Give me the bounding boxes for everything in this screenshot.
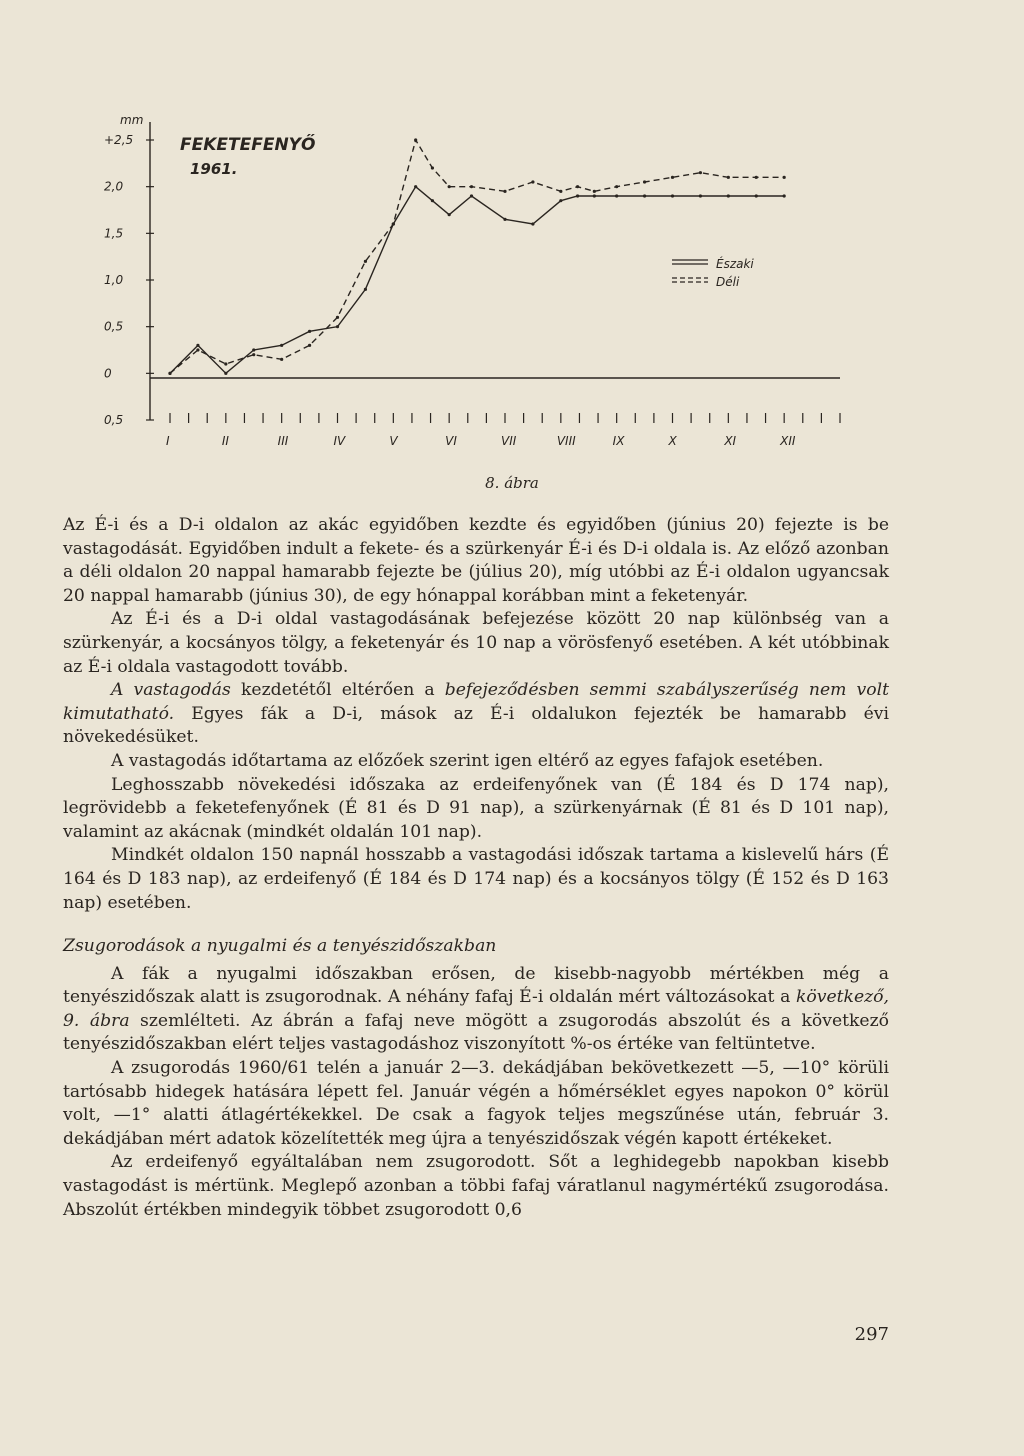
data-point: [531, 180, 534, 183]
data-point: [615, 185, 618, 188]
figure-caption: 8. ábra: [485, 474, 539, 492]
y-tick-label: 0,5: [104, 319, 124, 334]
text-run: A fák a nyugalmi időszakban erősen, de kisebb-nagyobb mértékben még a tenyészidőszak alatt is zsugorodnak. A néhány fafaj É-i oldalán mért változásokat a: [63, 963, 889, 1008]
legend-label-deli: Déli: [716, 275, 740, 289]
data-point: [671, 176, 674, 179]
data-point: [252, 348, 255, 351]
x-tick-label: XI: [724, 434, 737, 448]
data-point: [783, 176, 786, 179]
y-tick-label: 0: [104, 366, 112, 381]
paragraph: A vastagodás időtartama az előzőek szerint igen eltérő az egyes fafajok esetében.: [111, 750, 824, 771]
data-point: [364, 260, 367, 263]
data-point: [308, 344, 311, 347]
paragraph: A zsugorodás 1960/61 telén a január 2—3. dekádjában bekövetkezett —5, —10° körüli tartósabb hidegek hatására lépett fel. Január végén a hőmérséklet egyes napokon 0° körül volt, —1° alatti átlagértékekkel. De csak a fagyok teljes megszűnése után, február 3. dekádjában mért adatok közelítették meg újra a tenyészidőszak végén kapott értékeket.: [63, 1058, 889, 1149]
paragraph: Az É-i és a D-i oldalon az akác egyidőben kezdte és egyidőben (június 20) fejezte is be vastagodását. Egyidőben indult a fekete- és a szürkenyár É-i és D-i oldala is. Az előző azonban a déli oldalon 20 nappal hamarabb fejezte be (július 20), míg utóbbi az É-i oldalon ugyancsak 20 nappal hamarabb (június 30), de egy hónappal korábban mint a feketenyár.: [63, 515, 889, 606]
data-point: [364, 288, 367, 291]
paragraph: Leghosszabb növekedési időszaka az erdeifenyőnek van (É 184 és D 174 nap), legrövidebb a feketefenyőnek (É 81 és D 91 nap), a szürkenyárnak (É 81 és D 101 nap), valamint az akácnak (mindkét oldalán 101 nap).: [63, 774, 889, 842]
x-tick-label: II: [221, 434, 229, 448]
x-tick-label: III: [277, 434, 289, 448]
line-chart: [100, 100, 860, 470]
data-point: [392, 222, 395, 225]
italic-phrase: befejeződésben semmi szabályszerűség nem volt kimutatható.: [63, 680, 889, 724]
y-tick-label: 1,0: [104, 273, 124, 287]
data-point: [168, 372, 171, 375]
data-point: [699, 194, 702, 197]
y-tick-label: +2,5: [104, 133, 134, 147]
series-lines: [168, 138, 785, 375]
chart-subtitle: 1961.: [190, 160, 238, 178]
data-point: [196, 344, 199, 347]
italic-phrase: következő, 9. ábra: [63, 987, 889, 1031]
x-tick-label: VIII: [556, 434, 576, 448]
text-run: -os értéke van feltüntetve.: [586, 1034, 816, 1055]
data-point: [448, 185, 451, 188]
paragraph: [63, 679, 889, 750]
body-text: [63, 514, 889, 1222]
y-tick-label: 1,5: [104, 226, 124, 241]
data-point: [755, 194, 758, 197]
data-point: [280, 344, 283, 347]
y-tick-label: 2,0: [104, 179, 124, 194]
data-point: [224, 372, 227, 375]
data-point: [414, 185, 417, 188]
data-point: [531, 222, 534, 225]
data-point: [503, 218, 506, 221]
data-point: [727, 194, 730, 197]
data-point: [755, 176, 758, 179]
data-point: [783, 194, 786, 197]
data-point: [727, 176, 730, 179]
series-line-deli: [170, 140, 784, 373]
x-tick-label: VII: [501, 434, 517, 448]
data-point: [280, 358, 283, 361]
data-point: [671, 194, 674, 197]
x-tick-label: IV: [333, 434, 346, 448]
data-point: [576, 185, 579, 188]
series-line-eszaki: [170, 187, 784, 374]
paragraph: Mindkét oldalon 150 napnál hosszabb a vastagodási időszak tartama a kislevelű hárs (É 164 és D 183 nap), az erdeifenyő (É 184 és D 174 nap) és a kocsányos tölgy (É 152 és D 163 nap) esetében.: [63, 845, 889, 913]
chart-title: FEKETEFENYŐ: [180, 135, 316, 155]
text-run: szemlélteti. Az ábrán a fafaj neve mögött a zsugorodás abszolút és a következő tenyészidőszakban elért teljes vastagodáshoz viszonyított: [63, 1010, 890, 1055]
data-point: [699, 171, 702, 174]
data-point: [448, 213, 451, 216]
data-point: [308, 330, 311, 333]
section-heading: Zsugorodások a nyugalmi és a tenyészidőszakban: [63, 936, 497, 957]
x-tick-label: IX: [612, 434, 625, 448]
y-ticks: [104, 133, 154, 427]
data-point: [576, 194, 579, 197]
x-ticks: [166, 413, 840, 448]
italic-phrase: A vastagodás: [111, 680, 231, 701]
percent-symbol: %: [570, 1034, 587, 1055]
y-unit-label: mm: [120, 113, 144, 127]
page-number: 297: [854, 1324, 889, 1345]
legend-label-eszaki: Északi: [716, 257, 754, 271]
x-tick-label: I: [166, 434, 170, 448]
data-point: [224, 362, 227, 365]
data-point: [593, 190, 596, 193]
data-point: [414, 138, 417, 141]
paragraph: Az É-i és a D-i oldal vastagodásának befejezése között 20 nap különbség van a szürkenyár, a kocsányos tölgy, a feketenyár és 10 nap a vörösfenyő esetében. A két utóbbinak az É-i oldala vastagodott tovább.: [63, 609, 889, 677]
data-point: [615, 194, 618, 197]
data-point: [470, 194, 473, 197]
x-tick-label: XII: [780, 434, 796, 448]
data-point: [503, 190, 506, 193]
data-point: [431, 199, 434, 202]
data-point: [196, 348, 199, 351]
data-point: [643, 180, 646, 183]
data-point: [470, 185, 473, 188]
x-tick-label: VI: [445, 434, 457, 448]
paragraph: [63, 963, 889, 1057]
data-point: [336, 325, 339, 328]
x-tick-label: X: [668, 434, 677, 448]
data-point: [559, 199, 562, 202]
x-tick-label: V: [389, 434, 398, 448]
paragraph: Az erdeifenyő egyáltalában nem zsugorodott. Sőt a leghidegebb napokban kisebb vastagodást is mértünk. Meglepő azonban a többi fafaj váratlanul nagymértékű zsugorodása. Abszolút értékben mindegyik többet zsugorodott 0,6: [63, 1152, 889, 1220]
legend: [672, 256, 754, 289]
data-point: [643, 194, 646, 197]
text-run: kezdetétől eltérően a: [230, 680, 445, 701]
data-point: [431, 166, 434, 169]
y-tick-label: 0,5: [104, 413, 124, 427]
data-point: [593, 194, 596, 197]
data-point: [336, 316, 339, 319]
text-run: Egyes fák a D-i, mások az É-i oldalukon fejezték be hamarabb évi növekedésüket.: [63, 703, 889, 748]
data-point: [559, 190, 562, 193]
data-point: [252, 353, 255, 356]
